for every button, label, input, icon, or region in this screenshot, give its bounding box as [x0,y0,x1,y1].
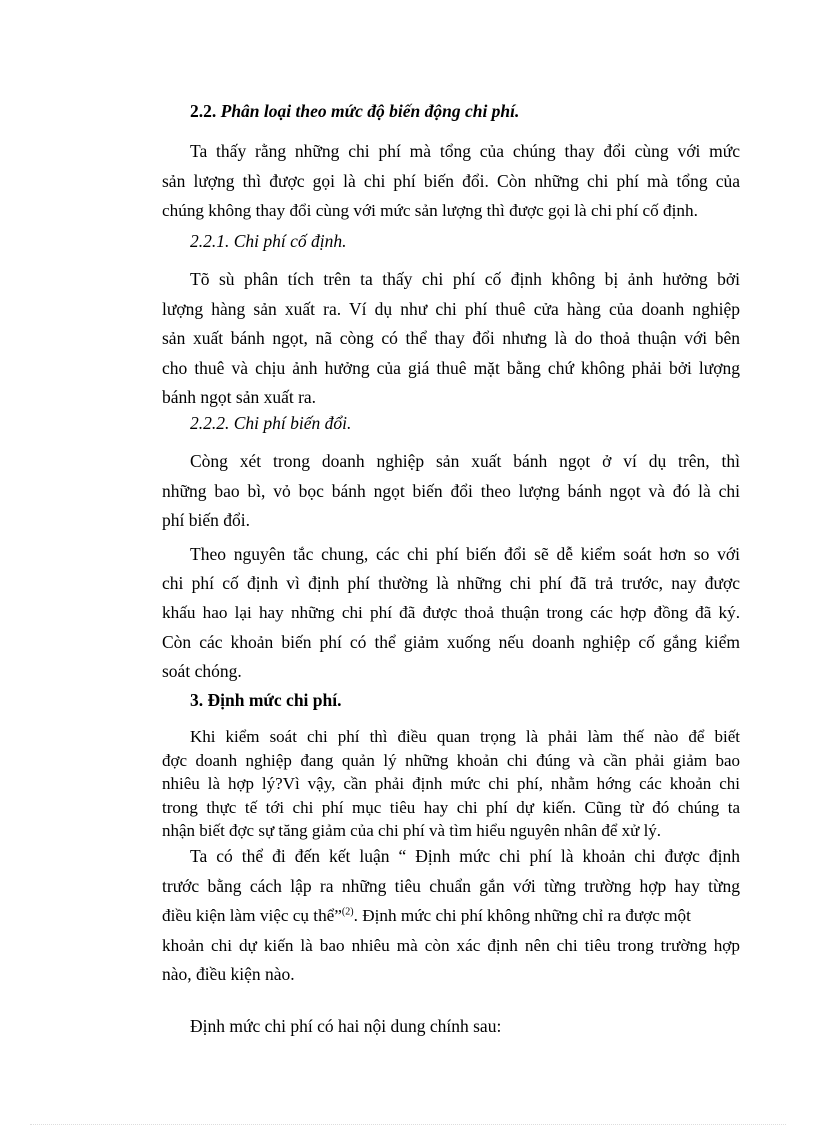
paragraph-3-line: Còng xét trong doanh nghiệp sản xuất bánh ngọt ở ví dụ trên, thì [190,451,740,471]
paragraph-4 [162,540,740,686]
paragraph-4-line: chi phí cố định vì định phí thường là những chi phí đã trả trước, nay được [162,573,740,594]
heading-3: 3. Định mức chi phí. [190,690,342,710]
paragraph-4-line: Theo nguyên tắc chung, các chi phí biến đổi sẽ dễ kiểm soát hơn so với [190,544,740,564]
heading-2-2-2: 2.2.2. Chi phí biến đổi. [190,413,352,433]
paragraph-6-line [162,901,740,931]
paragraph-3-line: những bao bì, vỏ bọc bánh ngọt biến đổi theo lượng bánh ngọt và đó là chi [162,480,740,501]
paragraph-6-quote-end: điều kiện làm việc cụ thể” [162,906,342,925]
paragraph-6-line: khoản chi dự kiến là bao nhiêu mà còn xác định nên chi tiêu trong trường hợp [162,935,740,955]
paragraph-1-line: sản lượng thì được gọi là chi phí biến đổi. Còn những chi phí mà tổng của [162,170,740,191]
heading-2-2 [190,101,750,122]
paragraph-7: Định mức chi phí có hai nội dung chính sau: [190,1016,502,1036]
heading-2-2-1: 2.2.1. Chi phí cố định. [190,231,347,251]
paragraph-2-line: Tõ sù phân tích trên ta thấy chi phí cố định không bị ảnh hưởng bởi [190,269,740,289]
paragraph-5-line: nhận biết đợc sự tăng giảm của chi phí và tìm hiểu nguyên nhân để xử lý. [162,821,662,841]
paragraph-2-line: sản xuất bánh ngọt, nã còng có thể thay đổi nhưng là do thoả thuận với bên [162,328,740,348]
paragraph-1-line: Ta thấy rằng những chi phí mà tổng của chúng thay đổi cùng với mức [190,141,740,161]
paragraph-4-line: soát chóng. [162,660,242,681]
paragraph-6-continuation: Định mức chi phí không những chỉ ra được một [362,906,691,925]
paragraph-1 [162,137,740,226]
paragraph-4-line: Còn các khoản biến phí có thể giảm xuống nếu doanh nghiệp cố gắng kiểm [162,631,740,652]
footnote-mark: (2) [341,906,354,918]
paragraph-5 [162,725,740,843]
paragraph-1-line: chúng không thay đổi cùng với mức sản lượng thì được gọi là chi phí cố định. [162,201,698,220]
paragraph-4-line: khấu hao lại hay những chi phí đã được thoả thuận trong các hợp đồng đã ký. [162,603,740,623]
paragraph-6-line: nào, điều kiện nào. [162,964,295,984]
paragraph-5-line: Khi kiểm soát chi phí thì điều quan trọng là phải làm thế nào để biết [190,727,740,746]
paragraph-6-period: . [353,906,358,925]
paragraph-5-line: trong thực tế tới chi phí mục tiêu hay chi phí dự kiến. Cũng từ đó chúng ta [162,797,740,817]
paragraph-2-line: lượng hàng sản xuất ra. Ví dụ như chi phí thuê cửa hàng của doanh nghiệp [162,298,740,319]
paragraph-2 [162,265,740,413]
paragraph-2-line: bánh ngọt sản xuất ra. [162,387,317,407]
paragraph-3 [162,447,740,536]
paragraph-2-line: cho thuê và chịu ảnh hưởng của giá thuê mặt bằng chứ không phải bởi lượng [162,357,740,378]
paragraph-6-line: Ta có thể đi đến kết luận “ Định mức chi phí là khoản chi được định [190,846,740,866]
paragraph-3-line: phí biến đổi. [162,510,250,530]
paragraph-5-line: đợc doanh nghiệp đang quản lý những khoản chi đúng và cần phải giảm bao [162,750,740,770]
paragraph-6-line: trước bằng cách lập ra những tiêu chuẩn gắn với từng trường hợp hay từng [162,875,740,896]
heading-2-2-number: 2.2. [190,101,217,121]
paragraph-6 [162,842,740,990]
paragraph-5-line: nhiêu là hợp lý?Vì vậy, cần phải định mức chi phí, nhằm hớng các khoản chi [162,774,740,794]
heading-2-2-title: Phân loại theo mức độ biến động chi phí. [220,101,520,121]
